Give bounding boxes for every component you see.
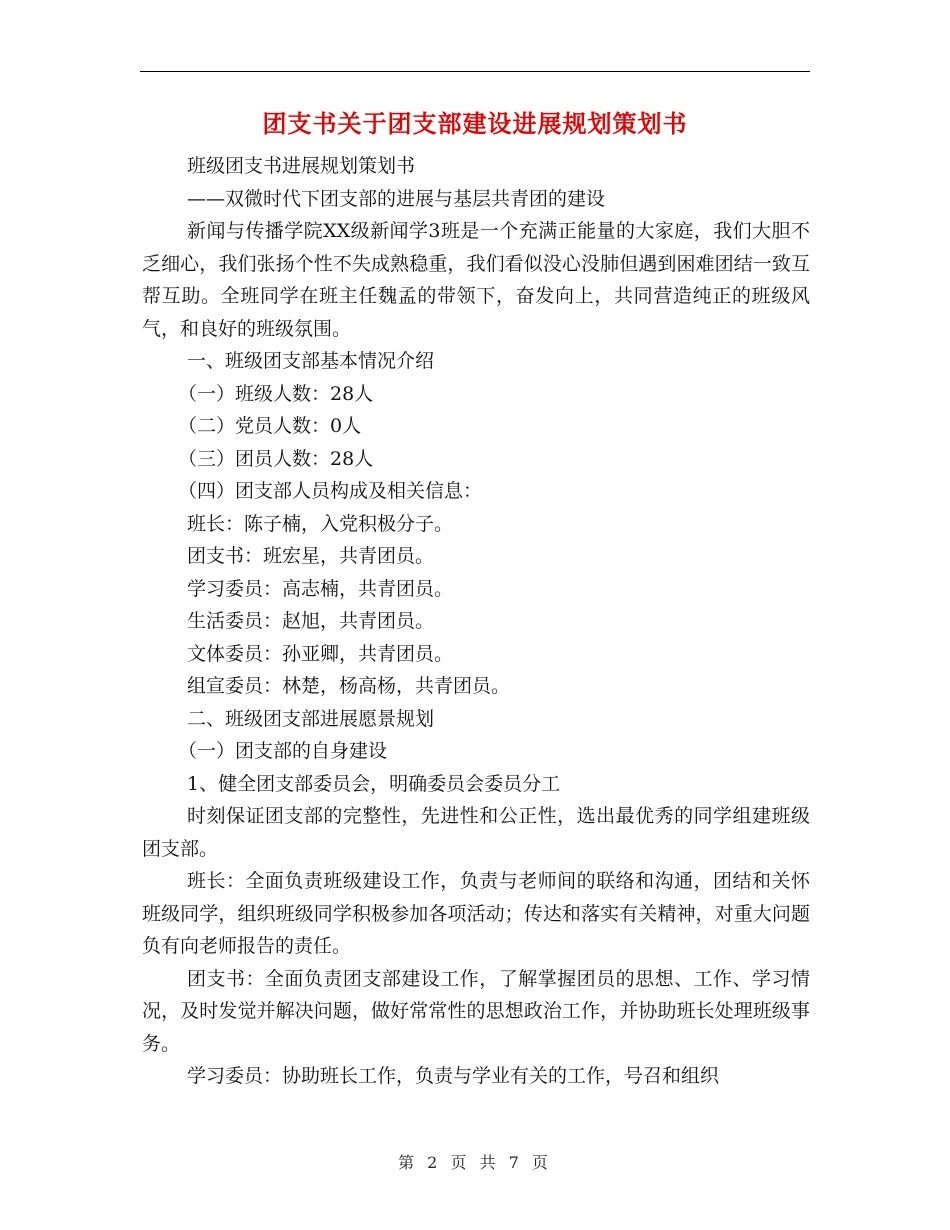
paragraph-monitor-duty: 班长：全面负责班级建设工作，负责与老师间的联络和沟通，团结和关怀班级同学，组织班级同学积极参加各项活动；传达和落实有关精神，对重大问题负有向老师报告的责任。 bbox=[142, 870, 810, 957]
paragraph-secretary-duty: 团支书：全面负责团支部建设工作，了解掌握团员的思想、工作、学习情况，及时发觉并解决问题，做好常常性的思想政治工作，并协助班长处理班级事务。 bbox=[142, 967, 810, 1055]
member-study: 学习委员：高志楠，共青团员。 bbox=[187, 577, 454, 600]
paragraph-integrity: 时刻保证团支部的完整性，先进性和公正性，选出最优秀的同学组建班级团支部。 bbox=[142, 805, 810, 860]
point-heading-1: 1、健全团支部委员会，明确委员会委员分工 bbox=[187, 772, 561, 795]
subtitle-theme: ——双微时代下团支部的进展与基层共青团的建设 bbox=[187, 187, 606, 210]
info-item-league-members: （三）团员人数：28人 bbox=[178, 447, 374, 470]
member-sports: 文体委员：孙亚卿，共青团员。 bbox=[187, 642, 454, 665]
member-monitor: 班长：陈子楠，入党积极分子。 bbox=[187, 512, 454, 535]
section-heading-1: 一、班级团支部基本情况介绍 bbox=[187, 350, 435, 372]
paragraph-study-duty: 学习委员：协助班长工作，负责与学业有关的工作，号召和组织 bbox=[187, 1065, 720, 1087]
document-title: 团支书关于团支部建设进展规划策划书 bbox=[262, 109, 688, 138]
subsection-heading-1: （一）团支部的自身建设 bbox=[178, 740, 388, 762]
subtitle-plan: 班级团支书进展规划策划书 bbox=[187, 155, 416, 177]
info-item-party-members: （二）党员人数：0人 bbox=[178, 415, 362, 437]
intro-paragraph: 新闻与传播学院XX级新闻学3班是一个充满正能量的大家庭，我们大胆不乏细心，我们张扬个性不失成熟稳重，我们看似没心没肺但遇到困难团结一致互帮互助。全班同学在班主任魏孟的带领下，奋发向上，共同营造纯正的班级风气，和良好的班级氛围。 bbox=[142, 220, 810, 340]
page-number: 第 2 页 共 7 页 bbox=[398, 1153, 552, 1172]
document-body bbox=[142, 150, 810, 1093]
member-publicity: 组宣委员：林楚，杨高杨，共青团员。 bbox=[187, 675, 511, 697]
header-rule bbox=[140, 71, 810, 72]
info-item-class-size: （一）班级人数：28人 bbox=[178, 382, 374, 405]
member-secretary: 团支书：班宏星，共青团员。 bbox=[187, 545, 435, 567]
section-heading-2: 二、班级团支部进展愿景规划 bbox=[187, 707, 435, 730]
info-item-composition: （四）团支部人员构成及相关信息： bbox=[178, 480, 483, 502]
member-life: 生活委员：赵旭，共青团员。 bbox=[187, 610, 435, 632]
